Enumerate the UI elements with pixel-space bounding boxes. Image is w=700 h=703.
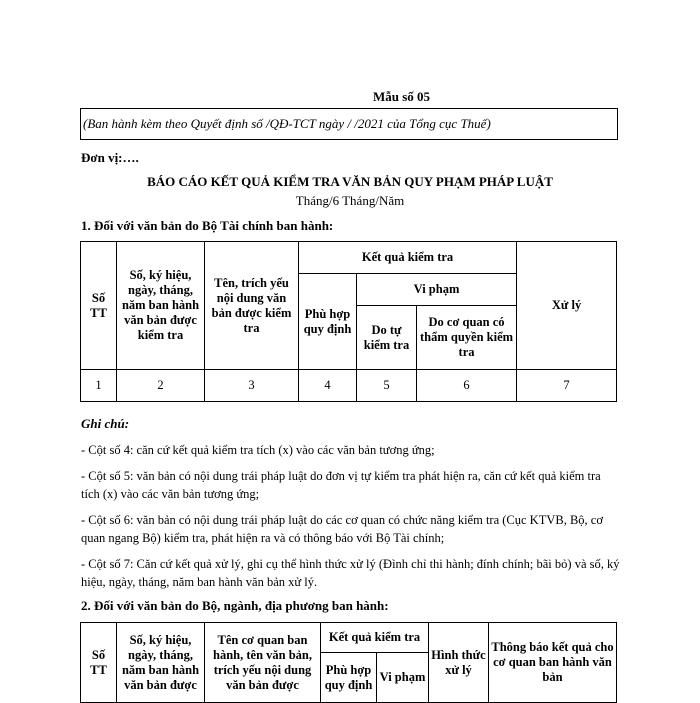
column-number: 5: [357, 370, 417, 402]
column-number: 3: [205, 370, 299, 402]
notes-title: Ghi chú:: [81, 416, 130, 431]
header-result: Kết quả kiểm tra: [321, 623, 429, 653]
column-number: 7: [517, 370, 617, 402]
header-doc-info: Số, ký hiệu, ngày, tháng, năm ban hành văn bản được kiểm tra: [117, 242, 205, 370]
header-name: Tên, trích yếu nội dung văn bản được kiểm tra: [205, 242, 299, 370]
column-number: 4: [299, 370, 357, 402]
report-title: BÁO CÁO KẾT QUẢ KIỂM TRA VĂN BẢN QUY PHẠM PHÁP LUẬT: [147, 174, 553, 189]
note-item: - Cột số 4: căn cứ kết quả kiểm tra tích (x) vào các văn bản tương ứng;: [81, 443, 435, 457]
header-result: Kết quả kiểm tra: [299, 242, 517, 274]
column-number: 2: [117, 370, 205, 402]
form-number: Mẫu số 05: [373, 89, 431, 104]
issued-note: (Ban hành kèm theo Quyết định số /QĐ-TCT ngày / /2021 của Tổng cục Thuế): [80, 108, 618, 140]
note-item: - Cột số 7: Căn cứ kết quả xử lý, ghi cụ thể hình thức xử lý (Đình chỉ thi hành; đính chính; bãi bỏ) và số, ký hiệu, ngày, tháng, năm ban hành văn bản xử lý.: [81, 557, 620, 589]
header-violation: Vi phạm: [357, 274, 517, 306]
header-compliant: Phù hợp quy định: [299, 274, 357, 370]
header-stt: Số TT: [81, 623, 117, 703]
section1-heading: 1. Đối với văn bản do Bộ Tài chính ban hành:: [81, 218, 334, 233]
column-number: 1: [81, 370, 117, 402]
note-item: - Cột số 6: văn bản có nội dung trái pháp luật do các cơ quan có chức năng kiểm tra (Cục KTVB, Bộ, cơ quan ngang Bộ) kiểm tra, phát hiện ra và có thông báo với Bộ Tài chính;: [81, 513, 603, 545]
header-compliant: Phù hợp quy định: [321, 653, 377, 703]
header-name: Tên cơ quan ban hành, tên văn bản, trích yếu nội dung văn bản được: [205, 623, 321, 703]
header-stt: Số TT: [81, 242, 117, 370]
header-self-check: Do tự kiểm tra: [357, 306, 417, 370]
header-authority: Do cơ quan có thẩm quyền kiểm tra: [417, 306, 517, 370]
report-subtitle: Tháng/6 Tháng/Năm: [295, 193, 405, 208]
column-number: 6: [417, 370, 517, 402]
section2-heading: 2. Đối với văn bản do Bộ, ngành, địa phương ban hành:: [81, 598, 389, 613]
header-violation: Vi phạm: [377, 653, 429, 703]
note-item: - Cột số 5: văn bản có nội dung trái pháp luật do đơn vị tự kiểm tra phát hiện ra, căn cứ kết quả kiểm tra tích (x) vào các văn bản tương ứng;: [81, 469, 601, 501]
section2-table: [80, 622, 617, 703]
header-notice: Thông báo kết quả cho cơ quan ban hành văn bản: [489, 623, 617, 703]
header-handling: Hình thức xử lý: [429, 623, 489, 703]
unit-label: Đơn vị:….: [81, 150, 139, 165]
header-doc-info: Số, ký hiệu, ngày, tháng, năm ban hành văn bản được: [117, 623, 205, 703]
header-handling: Xử lý: [517, 242, 617, 370]
section1-table: [80, 241, 617, 402]
